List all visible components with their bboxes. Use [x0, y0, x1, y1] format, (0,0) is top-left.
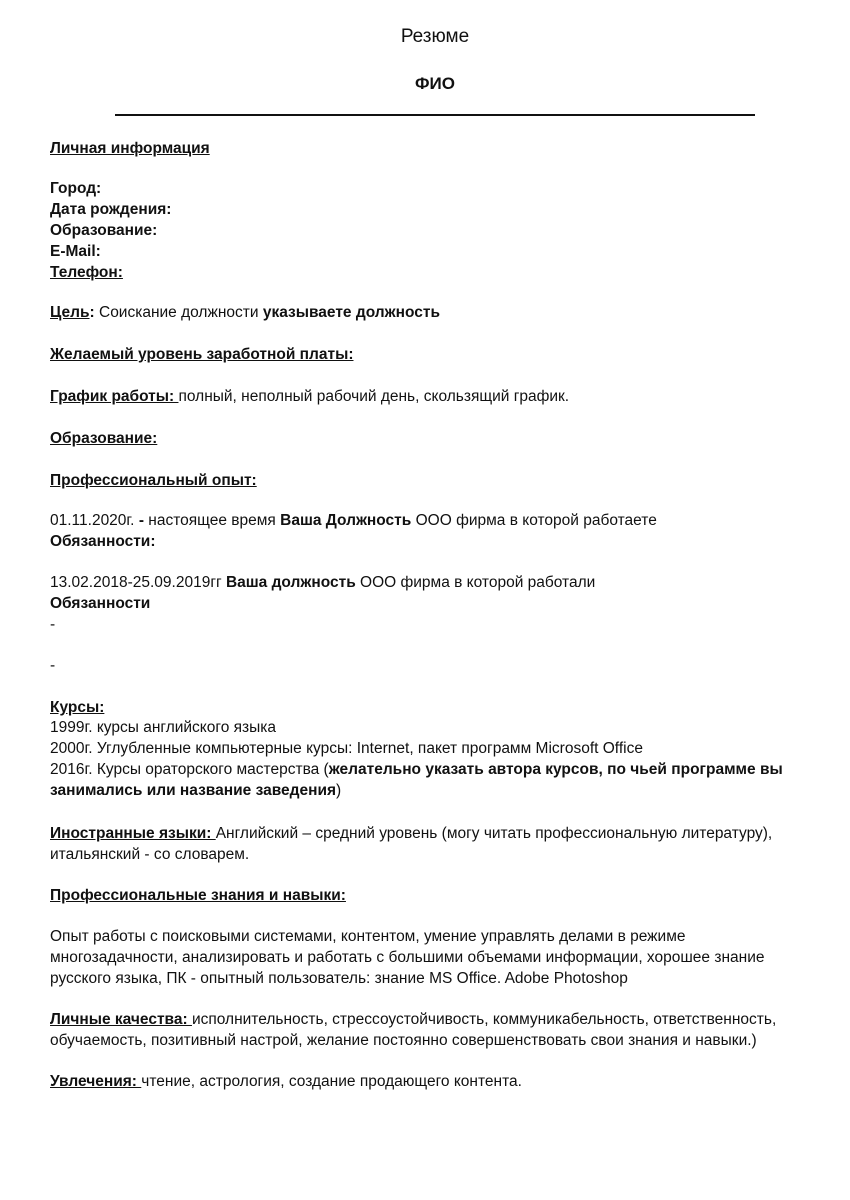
- field-phone-label: Телефон:: [50, 264, 123, 281]
- qualities-text: исполнительность, стрессоустойчивость, коммуникабельность, ответственность,: [191, 1011, 777, 1028]
- qualities-label: Личные качества:: [50, 1011, 192, 1028]
- course-item-continued: занимались или название заведения): [50, 782, 342, 799]
- job-2-duty-item: -: [50, 616, 56, 633]
- languages-line: [50, 824, 772, 845]
- schedule-text: полный, неполный рабочий день, скользящий график.: [178, 388, 570, 405]
- qualities-line-2: обучаемость, позитивный настрой, желание постоянно совершенствовать свои знания и навыки.): [50, 1032, 757, 1049]
- full-name-placeholder: ФИО: [415, 74, 455, 93]
- field-city-label: Город:: [50, 180, 102, 197]
- languages-label: Иностранные языки:: [50, 825, 216, 842]
- job-1-company: ООО фирма в которой работаете: [411, 512, 657, 529]
- job-2-period: 13.02.2018-25.09.2019гг: [50, 574, 226, 591]
- goal-line: [50, 303, 440, 324]
- salary-heading: Желаемый уровень заработной платы:: [50, 346, 354, 363]
- hobbies-line: [50, 1072, 522, 1093]
- hobbies-label: Увлечения:: [50, 1073, 142, 1090]
- field-email-label: E-Mail:: [50, 243, 101, 260]
- course-item: 1999г. курсы английского языка: [50, 719, 277, 736]
- job-2-company: ООО фирма в которой работали: [355, 574, 596, 591]
- skills-text-line: многозадачности, анализировать и работать с большими объемами информации, хорошее знание: [50, 949, 765, 966]
- goal-label: Цель: [50, 304, 90, 321]
- job-2-duty-item: -: [50, 657, 56, 674]
- name-underline-divider: [115, 114, 755, 116]
- goal-colon: :: [89, 304, 95, 321]
- experience-heading: Профессиональный опыт:: [50, 472, 257, 489]
- job-1-dash: -: [138, 512, 144, 529]
- goal-text: Соискание должности: [94, 304, 263, 321]
- hobbies-text: чтение, астрология, создание продающего контента.: [141, 1073, 522, 1090]
- personal-info-heading: Личная информация: [50, 140, 210, 157]
- course-item: 2000г. Углубленные компьютерные курсы: Internet, пакет программ Microsoft Office: [50, 740, 643, 757]
- job-1-line: [50, 511, 657, 532]
- job-1-position: Ваша Должность: [280, 512, 412, 529]
- job-2-position: Ваша должность: [225, 574, 356, 591]
- field-birthdate-label: Дата рождения:: [50, 201, 172, 218]
- qualities-line: [50, 1010, 776, 1031]
- languages-line-2: итальянский - со словарем.: [50, 846, 250, 863]
- job-2-line: [50, 573, 595, 594]
- courses-heading: Курсы:: [50, 699, 105, 716]
- field-education-label: Образование:: [50, 222, 158, 239]
- schedule-line: [50, 387, 569, 408]
- job-1-period-end: настоящее время: [143, 512, 281, 529]
- education-heading: Образование:: [50, 430, 158, 447]
- skills-text-line: русского языка, ПК - опытный пользователь: знание MS Office. Adobe Photoshop: [50, 970, 628, 987]
- course-item: 2016г. Курсы ораторского мастерства (желательно указать автора курсов, по чьей программе вы: [50, 761, 783, 778]
- job-1-duties-label: Обязанности:: [50, 533, 156, 550]
- skills-text-line: Опыт работы с поисковыми системами, контентом, умение управлять делами в режиме: [50, 928, 686, 945]
- languages-text: Английский – средний уровень (могу читать профессиональную литературу),: [215, 825, 773, 842]
- skills-heading: Профессиональные знания и навыки:: [50, 887, 346, 904]
- document-title: Резюме: [400, 26, 470, 47]
- schedule-label: График работы:: [50, 388, 179, 405]
- goal-position: указываете должность: [262, 304, 440, 321]
- job-2-duties-label: Обязанности: [50, 595, 151, 612]
- job-1-period: 01.11.2020г.: [50, 512, 139, 529]
